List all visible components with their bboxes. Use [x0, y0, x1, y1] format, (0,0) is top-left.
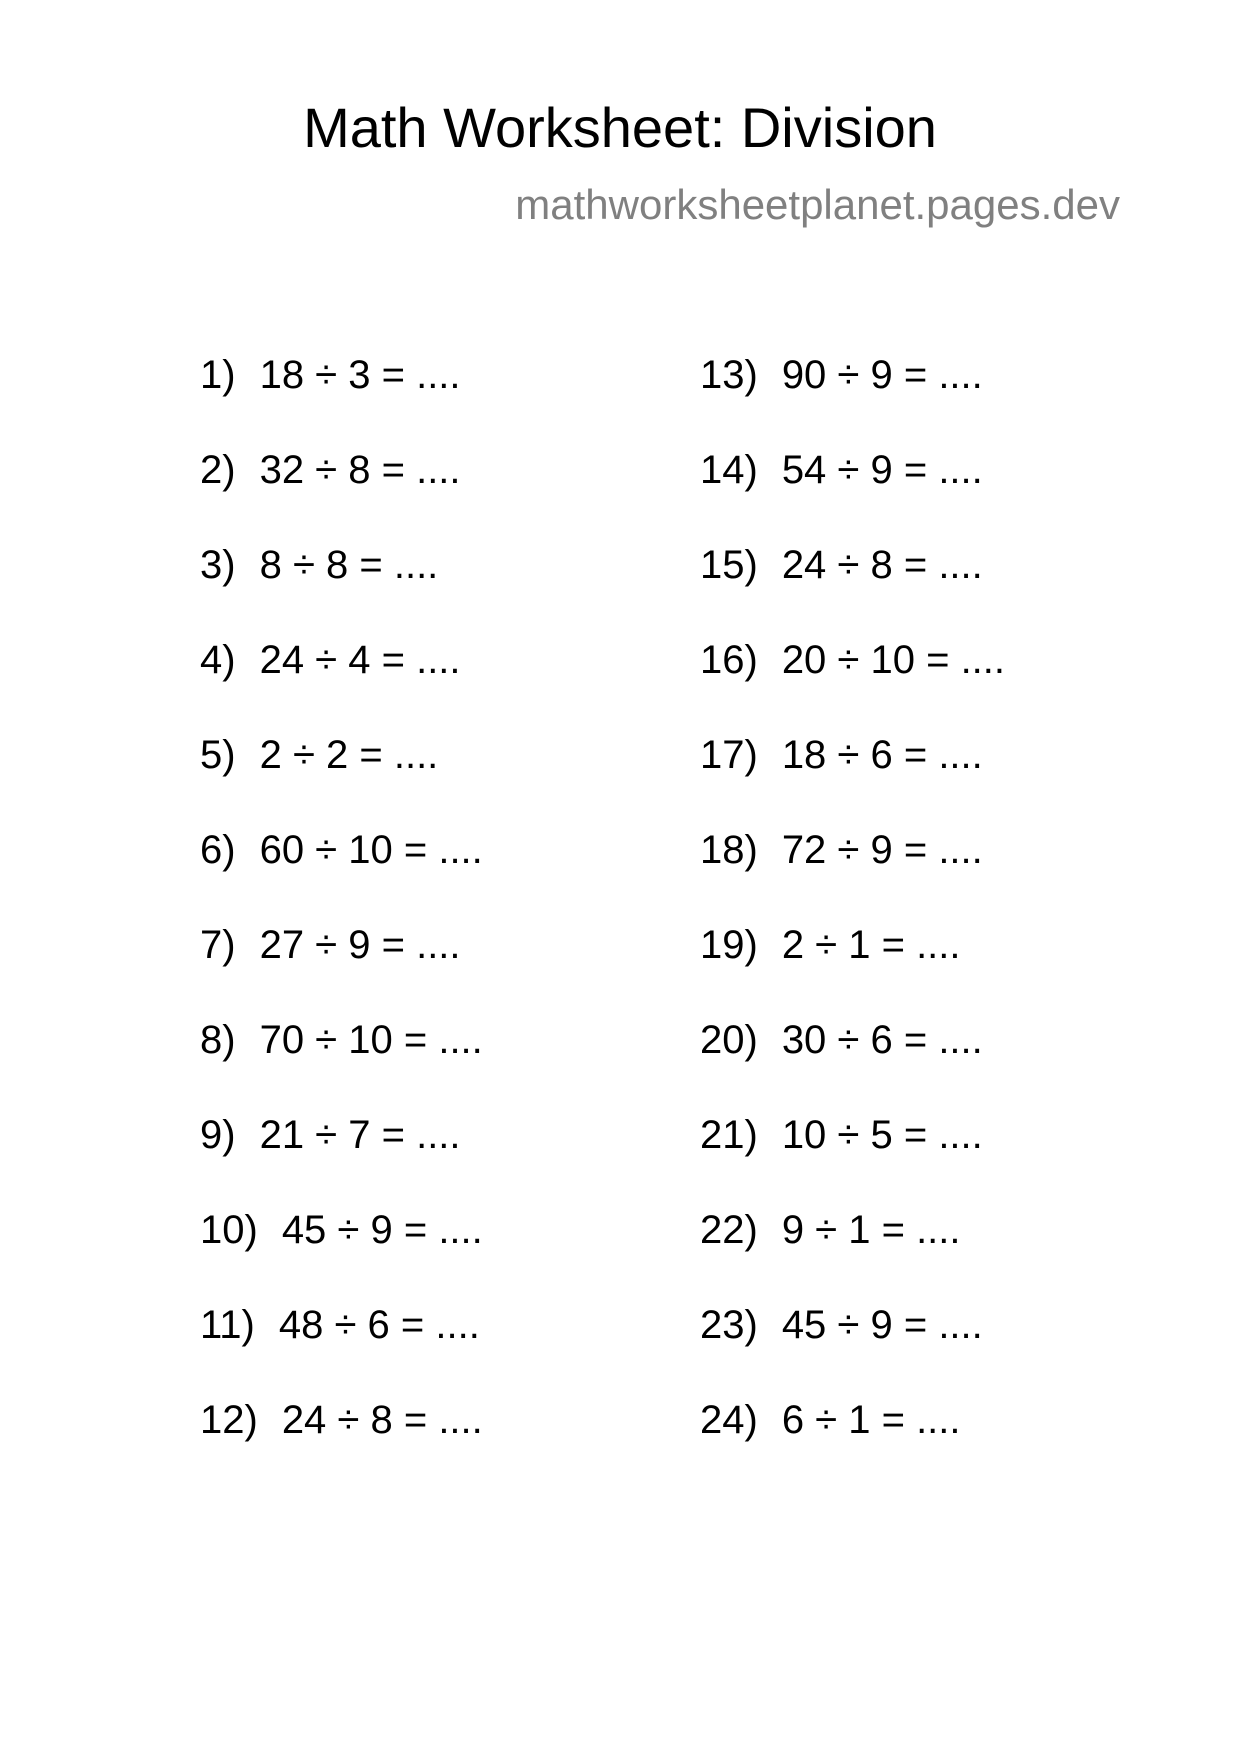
problem-number: 12)	[200, 1398, 258, 1442]
problem-expression: 60 ÷ 10 = ....	[259, 828, 483, 872]
problem-expression: 72 ÷ 9 = ....	[781, 828, 983, 872]
problem-column-left	[200, 345, 483, 1485]
problem-expression: 90 ÷ 9 = ....	[781, 353, 983, 397]
problem-number: 8)	[200, 1018, 236, 1062]
problem-item	[200, 440, 483, 535]
problem-number: 19)	[700, 923, 758, 967]
problem-number: 4)	[200, 638, 236, 682]
problem-expression: 9 ÷ 1 = ....	[781, 1208, 961, 1252]
problem-item	[700, 915, 1005, 1010]
problem-number: 13)	[700, 353, 758, 397]
problem-number: 21)	[700, 1113, 758, 1157]
problem-item	[700, 1390, 1005, 1485]
problem-number: 10)	[200, 1208, 258, 1252]
problem-expression: 45 ÷ 9 = ....	[281, 1208, 483, 1252]
problem-expression: 2 ÷ 1 = ....	[781, 923, 961, 967]
problem-number: 18)	[700, 828, 758, 872]
problem-item	[700, 440, 1005, 535]
problem-expression: 48 ÷ 6 = ....	[278, 1303, 480, 1347]
problem-number: 23)	[700, 1303, 758, 1347]
problem-number: 24)	[700, 1398, 758, 1442]
problem-expression: 27 ÷ 9 = ....	[259, 923, 461, 967]
problem-item	[200, 345, 483, 440]
problem-number: 5)	[200, 733, 236, 777]
problem-number: 14)	[700, 448, 758, 492]
problem-expression: 30 ÷ 6 = ....	[781, 1018, 983, 1062]
problem-item	[200, 1390, 483, 1485]
problem-expression: 70 ÷ 10 = ....	[259, 1018, 483, 1062]
problem-item	[200, 630, 483, 725]
problem-item	[700, 820, 1005, 915]
problem-item	[200, 820, 483, 915]
problem-number: 17)	[700, 733, 758, 777]
problem-number: 7)	[200, 923, 236, 967]
problem-expression: 24 ÷ 8 = ....	[281, 1398, 483, 1442]
problem-expression: 18 ÷ 3 = ....	[259, 353, 461, 397]
problem-expression: 45 ÷ 9 = ....	[781, 1303, 983, 1347]
problem-item	[700, 345, 1005, 440]
problem-expression: 24 ÷ 4 = ....	[259, 638, 461, 682]
page-title: Math Worksheet: Division	[303, 96, 937, 159]
problem-item	[700, 1200, 1005, 1295]
problem-item	[200, 1105, 483, 1200]
problem-expression: 24 ÷ 8 = ....	[781, 543, 983, 587]
problem-expression: 54 ÷ 9 = ....	[781, 448, 983, 492]
problem-expression: 8 ÷ 8 = ....	[259, 543, 439, 587]
problem-number: 15)	[700, 543, 758, 587]
problem-number: 11)	[200, 1303, 255, 1347]
problem-item	[200, 1295, 483, 1390]
problem-expression: 32 ÷ 8 = ....	[259, 448, 461, 492]
problem-item	[700, 1295, 1005, 1390]
problem-item	[700, 1105, 1005, 1200]
problem-number: 3)	[200, 543, 236, 587]
site-url: mathworksheetplanet.pages.dev	[515, 181, 1120, 228]
problem-number: 16)	[700, 638, 758, 682]
problem-item	[200, 725, 483, 820]
problem-item	[700, 630, 1005, 725]
problem-item	[200, 1200, 483, 1295]
problem-expression: 2 ÷ 2 = ....	[259, 733, 439, 777]
problem-expression: 20 ÷ 10 = ....	[781, 638, 1006, 682]
problem-number: 22)	[700, 1208, 758, 1252]
problem-item	[700, 725, 1005, 820]
problem-number: 2)	[200, 448, 236, 492]
problem-expression: 6 ÷ 1 = ....	[781, 1398, 961, 1442]
problem-item	[200, 535, 483, 630]
problem-number: 6)	[200, 828, 236, 872]
problem-expression: 10 ÷ 5 = ....	[781, 1113, 983, 1157]
problem-column-right	[700, 345, 1005, 1485]
problem-item	[200, 915, 483, 1010]
problem-number: 20)	[700, 1018, 758, 1062]
problem-number: 9)	[200, 1113, 236, 1157]
problem-expression: 21 ÷ 7 = ....	[259, 1113, 461, 1157]
problem-item	[700, 1010, 1005, 1105]
problem-number: 1)	[200, 353, 236, 397]
problem-item	[700, 535, 1005, 630]
problem-expression: 18 ÷ 6 = ....	[781, 733, 983, 777]
problem-item	[200, 1010, 483, 1105]
